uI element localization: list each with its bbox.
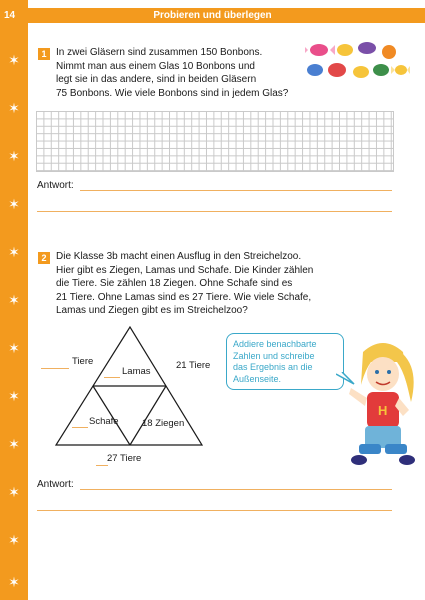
- task-number-2: 2: [38, 252, 50, 264]
- star-icon: ✶: [8, 436, 20, 452]
- star-icon: ✶: [8, 388, 20, 404]
- star-icon: ✶: [8, 574, 20, 590]
- page-number: 14: [4, 10, 16, 21]
- star-icon: ✶: [8, 148, 20, 164]
- star-icon: ✶: [8, 340, 20, 356]
- star-icon: ✶: [8, 196, 20, 212]
- task-2-line: Die Klasse 3b macht einen Ausflug in den Streichelzoo.: [56, 251, 302, 262]
- star-icon: ✶: [8, 532, 20, 548]
- task-2-line: die Tiere. Sie zählen 18 Ziegen. Ohne Schafe sind es: [56, 278, 293, 289]
- svg-text:H: H: [378, 403, 388, 418]
- task-1-line: legt sie in das andere, sind in beiden Gläsern: [56, 74, 257, 85]
- hint-line: das Ergebnis an die: [233, 362, 313, 372]
- star-icon: ✶: [8, 292, 20, 308]
- star-icon: ✶: [8, 100, 20, 116]
- task-2-line: Lamas und Ziegen gibt es im Streichelzoo?: [56, 305, 248, 316]
- hint-line: Außenseite.: [233, 373, 282, 384]
- triangle-inner-right-label: 18 Ziegen: [142, 418, 185, 429]
- answer-label: Antwort:: [37, 479, 74, 490]
- triangle-outer-right-label: 21 Tiere: [176, 360, 211, 371]
- task-1-line: 75 Bonbons. Wie viele Bonbons sind in jedem Glas?: [56, 87, 289, 99]
- girl-illustration: [345, 340, 420, 470]
- star-icon: ✶: [8, 244, 20, 260]
- triangle-inner-left-label: Schafe: [89, 416, 119, 427]
- task-1-line: Nimmt man aus einem Glas 10 Bonbons und: [56, 60, 255, 72]
- answer-line[interactable]: [80, 489, 392, 490]
- blank-inner-left[interactable]: [72, 427, 88, 428]
- hint-line: Addiere benachbarte: [233, 339, 317, 349]
- triangle-inner-top-label: Lamas: [122, 366, 151, 377]
- answer-line[interactable]: [37, 510, 392, 511]
- blank-outer-bottom[interactable]: [96, 465, 108, 466]
- task-2-line: Hier gibt es Ziegen, Lamas und Schafe. Die Kinder zählen: [56, 264, 314, 276]
- star-icon: ✶: [8, 484, 20, 500]
- hint-speech-bubble: [226, 333, 344, 390]
- task-number-1: 1: [38, 48, 50, 60]
- triangle-outer-left-label: Tiere: [72, 356, 94, 367]
- task-2-line: 21 Tiere. Ohne Lamas sind es 27 Tiere. Wie viele Schafe,: [56, 291, 312, 303]
- blank-outer-left[interactable]: [41, 368, 69, 369]
- hint-line: Zahlen und schreibe: [233, 350, 315, 361]
- blank-inner-top[interactable]: [104, 377, 120, 378]
- answer-label: Antwort:: [37, 180, 74, 191]
- triangle-outer-bottom-label: 27 Tiere: [107, 453, 142, 464]
- task-1-line: In zwei Gläsern sind zusammen 150 Bonbons.: [56, 47, 263, 58]
- page-title: Probieren und überlegen: [153, 10, 272, 21]
- star-icon: ✶: [8, 52, 20, 68]
